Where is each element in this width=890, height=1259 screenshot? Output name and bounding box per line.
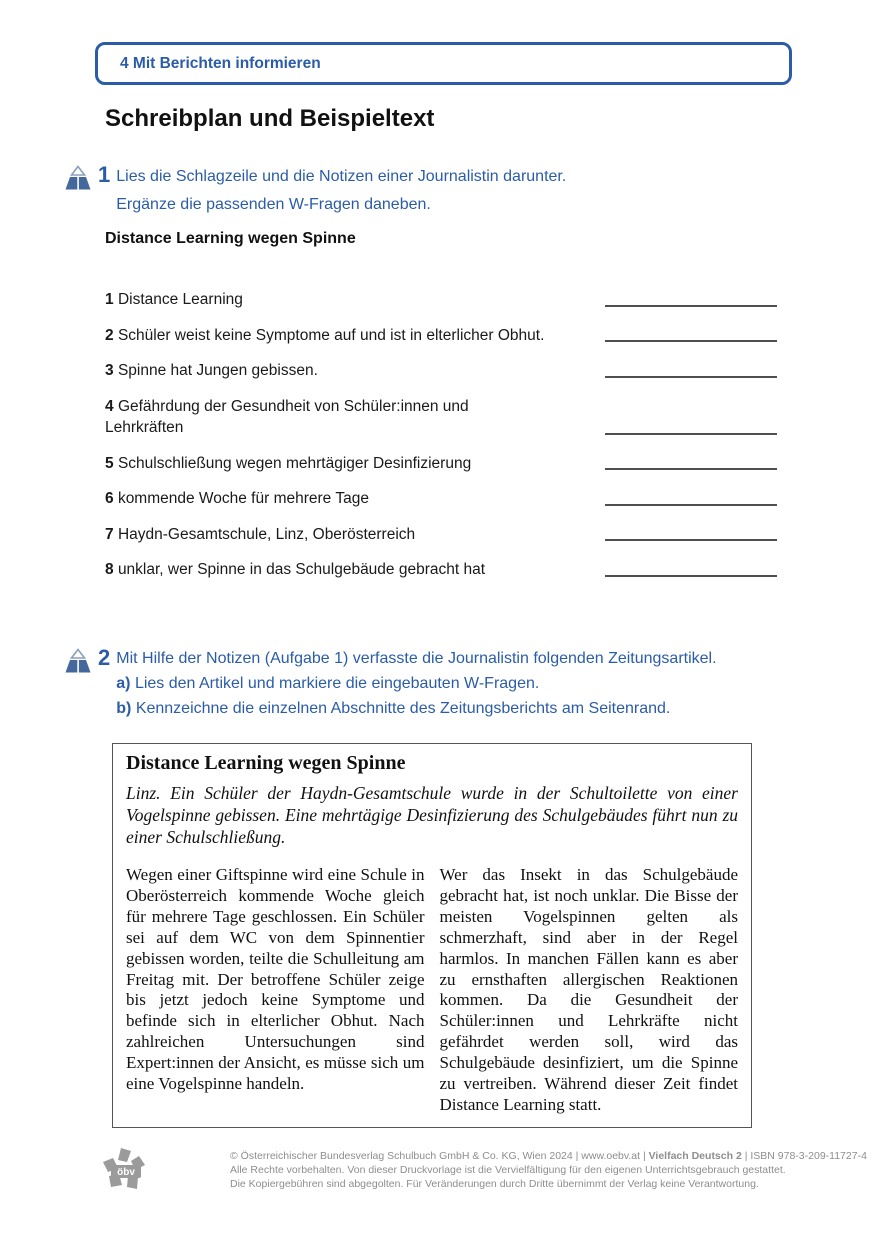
note-row-7 — [105, 524, 777, 546]
answer-line-8[interactable] — [605, 575, 777, 577]
note-text-7 — [105, 524, 550, 546]
note-label: kommende Woche für mehrere Tage — [117, 490, 369, 507]
task-2-instructions — [116, 646, 716, 721]
article-column-1: Wegen einer Giftspinne wird eine Schule in Oberösterreich kommende Woche gleich für mehrere Tage geschlossen. Ein Schüler sei auf dem WC von dem Spinnentier gebissen worden, teilte die Schulleitung am Freitag mit. Der betroffene Schüler zeige bis jetzt jedoch keine Symptome und befinde sich in elterlicher Obhut. Nach zahlreichen Untersuchungen sind Expert:innen der Ansicht, es müsse sich um eine Vogelspinne handeln. — [126, 865, 425, 1094]
pyramid-difficulty-icon — [62, 648, 94, 679]
article-body — [126, 865, 738, 1116]
note-label: Schüler weist keine Symptome auf und ist in elterlicher Obhut. — [117, 326, 545, 344]
note-text-4 — [105, 396, 550, 439]
note-row-5 — [105, 453, 777, 475]
footer-line-1-book-title: Vielfach Deutsch 2 — [648, 1150, 742, 1162]
note-label: Schulschließung wegen mehrtägiger Desinfizierung — [117, 454, 472, 472]
oebv-logo-icon — [101, 1148, 149, 1199]
note-row-8 — [105, 559, 777, 581]
answer-line-3[interactable] — [605, 376, 777, 378]
task-2-item-b — [116, 696, 716, 721]
answer-line-6[interactable] — [605, 504, 777, 506]
task-2-number: 2 — [98, 645, 111, 670]
footer-imprint — [230, 1149, 867, 1191]
note-row-4 — [105, 396, 777, 439]
footer-line-2: Alle Rechte vorbehalten. Von dieser Druckvorlage ist die Vervielfältigung für den eigenen Unterrichtsgebrauch gestattet. — [230, 1164, 786, 1176]
answer-line-7[interactable] — [605, 539, 777, 541]
note-label: Gefährdung der Gesundheit von Schüler:innen und Lehrkräften — [105, 397, 469, 436]
answer-line-1[interactable] — [605, 305, 777, 307]
task-1-instructions — [116, 163, 566, 219]
task-2-item-b-label: b) — [116, 700, 132, 717]
note-label: Spinne hat Jungen gebissen. — [117, 362, 318, 379]
footer-line-1-isbn: | ISBN 978-3-209-11727-4 — [741, 1150, 867, 1162]
page-title: Schreibplan und Beispieltext — [105, 105, 435, 132]
task-2-intro: Mit Hilfe der Notizen (Aufgabe 1) verfasste die Journalistin folgenden Zeitungsartikel. — [116, 650, 717, 667]
note-label: Distance Learning — [117, 291, 243, 308]
task-1-instruction-line-2: Ergänze die passenden W-Fragen daneben. — [116, 196, 431, 213]
unit-header-label: 4 Mit Berichten informieren — [120, 54, 321, 72]
note-number: 2 — [105, 326, 114, 344]
note-number: 7 — [105, 525, 114, 543]
note-text-3 — [105, 360, 550, 382]
article-title: Distance Learning wegen Spinne — [126, 752, 406, 774]
pyramid-difficulty-icon — [62, 165, 94, 196]
answer-line-2[interactable] — [605, 340, 777, 342]
task-1-instruction-line-1: Lies die Schlagzeile und die Notizen einer Journalistin darunter. — [116, 168, 567, 185]
task-2-item-a-label: a) — [116, 675, 131, 692]
task-2-item-b-text: Kennzeichne die einzelnen Abschnitte des Zeitungsberichts am Seitenrand. — [135, 700, 671, 717]
unit-header-box — [95, 42, 792, 85]
newspaper-article-box — [112, 743, 752, 1128]
note-text-5 — [105, 453, 550, 475]
note-text-2 — [105, 325, 550, 347]
article-column-2: Wer das Insekt in das Schulgebäude gebracht hat, ist noch unklar. Die Bisse der meisten Vogelspinnen gelten als schmerzhaft, sind aber in der Regel harmlos. In manchen Fällen kann es aber zu ernsthaften allergischen Reaktionen kommen. Da die Gesundheit der Schüler:innen und Lehrkräfte nicht gefährdet werden soll, wird das Schulgebäude desinfiziert, um die Spinne zu vertreiben. Während dieser Zeit findet Distance Learning statt. — [439, 865, 738, 1114]
note-number: 8 — [105, 561, 114, 578]
note-row-1 — [105, 289, 777, 311]
note-label: unklar, wer Spinne in das Schulgebäude gebracht hat — [117, 561, 486, 578]
task-2-item-a — [116, 671, 716, 696]
footer-line-1-pre: © Österreichischer Bundesverlag Schulbuch GmbH & Co. KG, Wien 2024 | www.oebv.at | — [230, 1150, 649, 1162]
footer-line-1 — [230, 1149, 867, 1163]
task-2 — [62, 646, 717, 721]
note-text-6 — [105, 488, 550, 510]
note-row-3 — [105, 360, 777, 382]
note-number: 3 — [105, 362, 114, 379]
note-text-1 — [105, 289, 550, 311]
note-text-8 — [105, 559, 550, 581]
task-1 — [62, 163, 566, 219]
note-label: Haydn-Gesamtschule, Linz, Oberösterreich — [117, 525, 416, 543]
answer-line-5[interactable] — [605, 468, 777, 470]
article-lead: Linz. Ein Schüler der Haydn-Gesamtschule wurde in der Schultoilette von einer Vogelspinne gebissen. Eine mehrtägige Desinfizierung des Schulgebäudes führt nun zu einer Schulschließung. — [126, 783, 738, 847]
footer-line-3: Die Kopiergebühren sind abgegolten. Für Veränderungen durch Dritte übernimmt der Verlag keine Verantwortung. — [230, 1178, 759, 1190]
note-number: 5 — [105, 454, 114, 472]
note-row-2 — [105, 325, 777, 347]
note-row-6 — [105, 488, 777, 510]
task-1-number: 1 — [98, 162, 111, 187]
note-number: 4 — [105, 397, 114, 415]
note-number: 1 — [105, 291, 114, 308]
notes-headline: Distance Learning wegen Spinne — [105, 230, 356, 247]
note-number: 6 — [105, 490, 114, 507]
task-2-item-a-text: Lies den Artikel und markiere die eingebauten W-Fragen. — [134, 675, 540, 692]
oebv-logo-text: öbv — [117, 1167, 135, 1178]
notes-list — [105, 289, 777, 595]
answer-line-4[interactable] — [605, 433, 777, 435]
